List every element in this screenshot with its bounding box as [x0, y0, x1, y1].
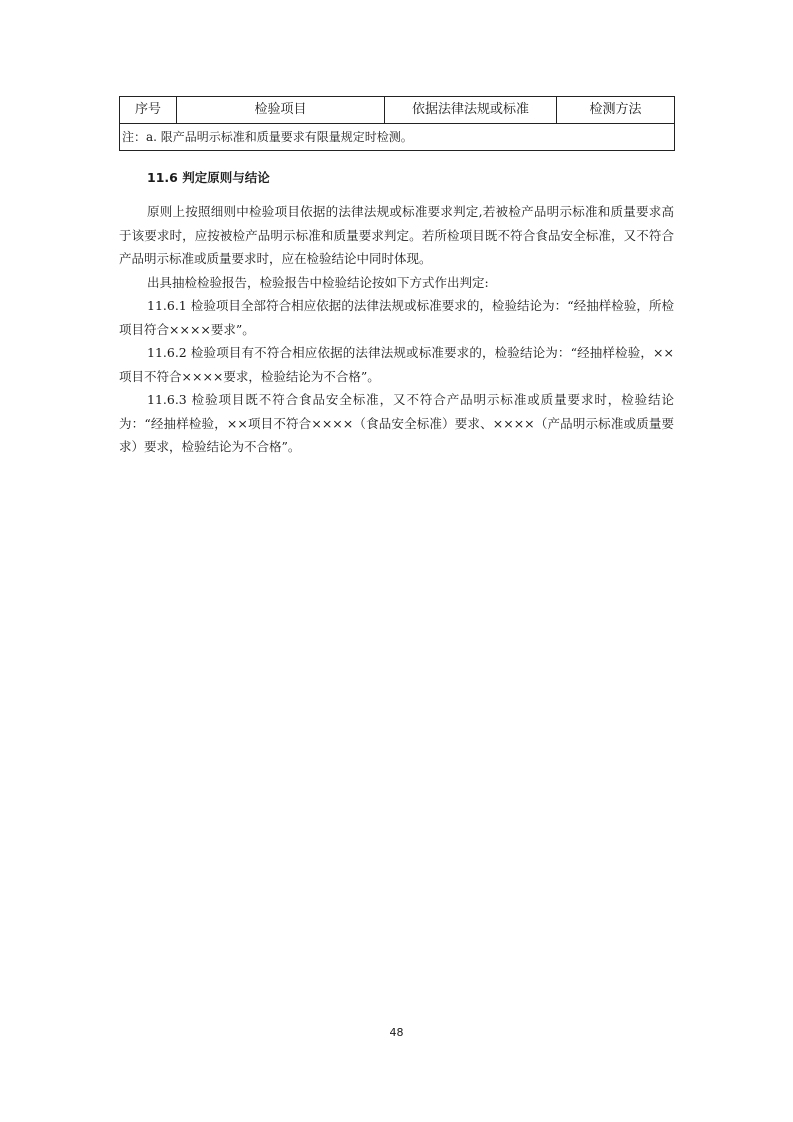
header-inspection-item: 检验项目 [177, 97, 385, 124]
paragraph-11-6-2: 11.6.2 检验项目有不符合相应依据的法律法规或标准要求的，检验结论为：“经抽样检验，××项目不符合××××要求，检验结论为不合格”。 [119, 345, 674, 384]
table-header-row [120, 97, 675, 124]
paragraph-principle: 原则上按照细则中检验项目依据的法律法规或标准要求判定,若被检产品明示标准和质量要求高于该要求时，应按被检产品明示标准和质量要求判定。若所检项目既不符合食品安全标准，又不符合产品明示标准或质量要求时，应在检验结论中同时体现。 [119, 204, 674, 266]
section-body [119, 200, 674, 459]
table-note: 注：a. 限产品明示标准和质量要求有限量规定时检测。 [120, 124, 675, 151]
inspection-table [119, 96, 675, 151]
header-test-method: 检测方法 [557, 97, 675, 124]
table-note-row [120, 124, 675, 151]
section-title: 11.6 判定原则与结论 [147, 170, 270, 185]
page-number: 48 [389, 1026, 404, 1039]
paragraph-11-6-1: 11.6.1 检验项目全部符合相应依据的法律法规或标准要求的，检验结论为：“经抽样检验，所检项目符合××××要求”。 [119, 298, 674, 337]
header-legal-basis: 依据法律法规或标准 [385, 97, 557, 124]
paragraph-report: 出具抽检检验报告，检验报告中检验结论按如下方式作出判定: [147, 274, 489, 290]
header-serial-number: 序号 [120, 97, 177, 124]
paragraph-11-6-3: 11.6.3 检验项目既不符合食品安全标准，又不符合产品明示标准或质量要求时，检验结论为：“经抽样检验，××项目不符合××××（食品安全标准）要求、××××（产品明示标准或质量要求）要求，检验结论为不合格”。 [119, 392, 674, 454]
